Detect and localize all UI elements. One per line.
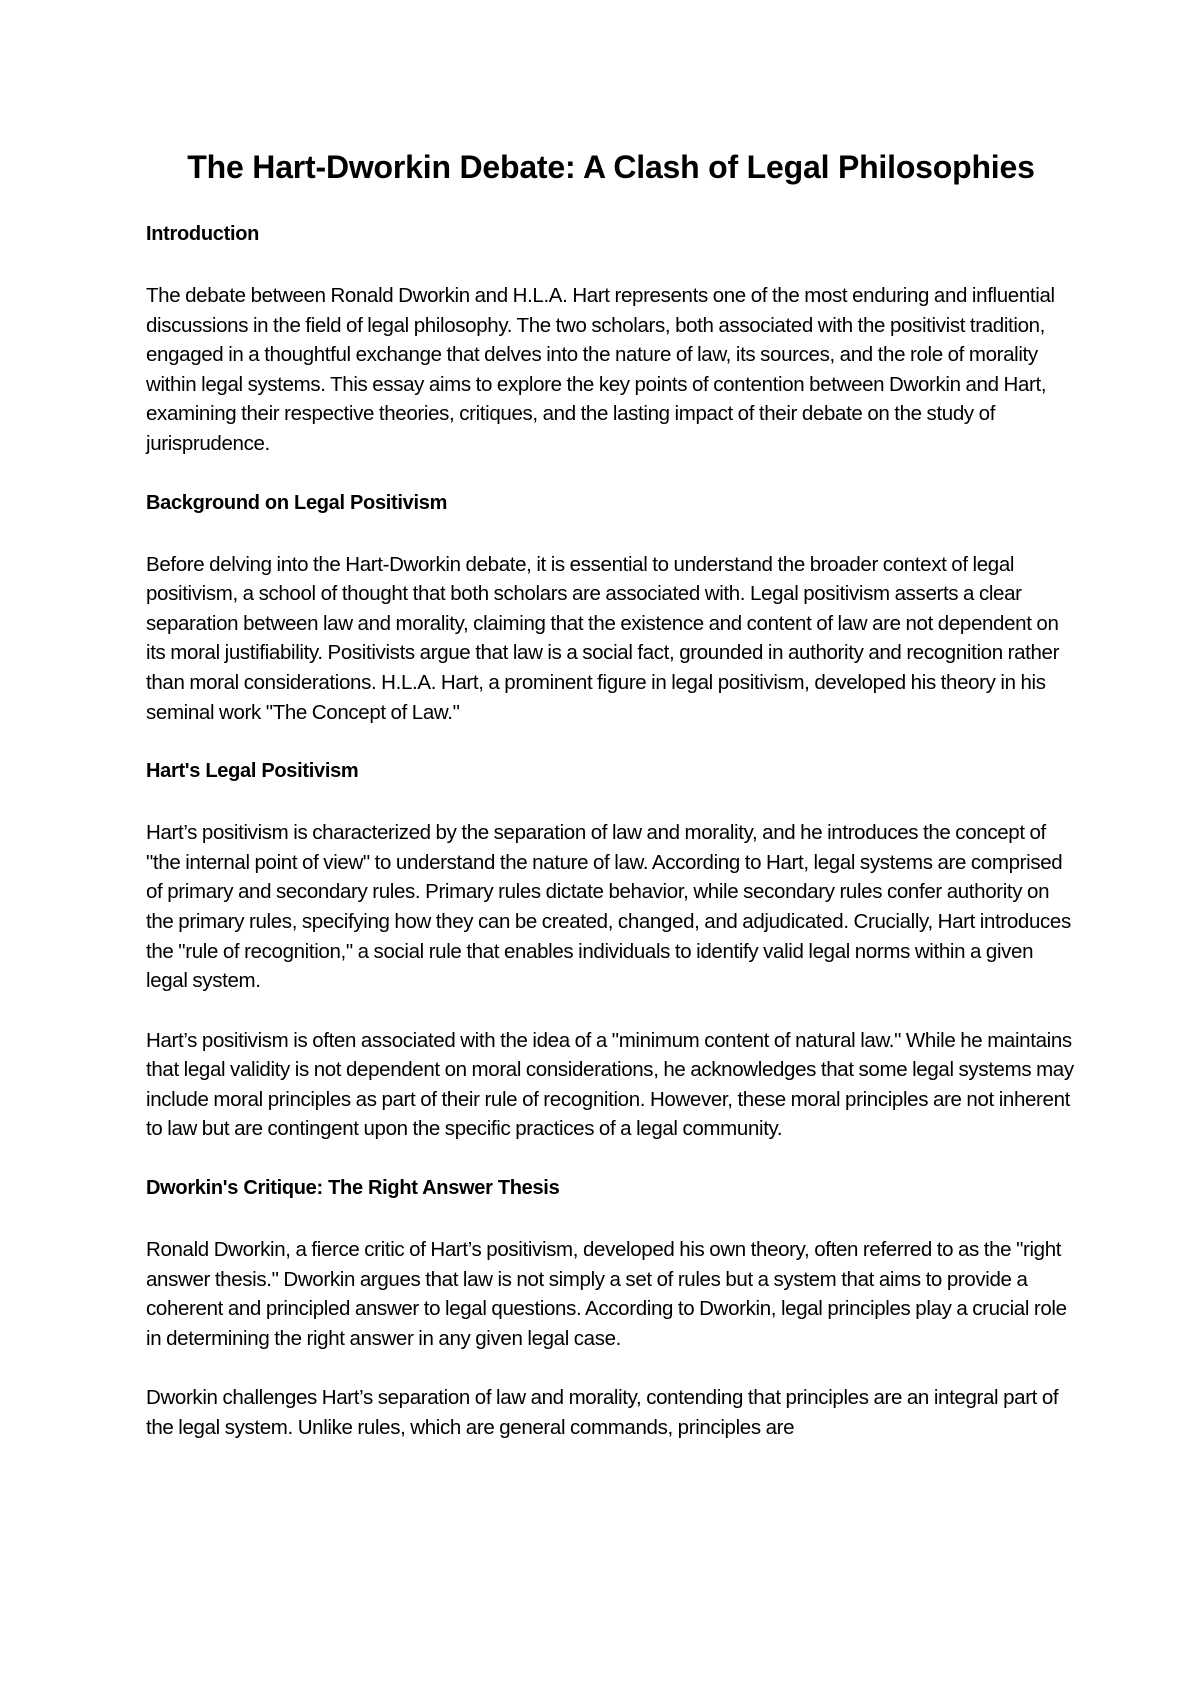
section-heading-background: Background on Legal Positivism (146, 491, 448, 514)
paragraph-harts-positivism-1: Hart’s positivism is characterized by the separation of law and morality, and he introduces the concept of "the internal point of view" to understand the nature of law. According to Hart, legal systems are comprised of primary and secondary rules. Primary rules dictate behavior, while secondary rules confer authority on the primary rules, specifying how they can be created, changed, and adjudicated. Crucially, Hart introduces the "rule of recognition," a social rule that enables individuals to identify valid legal norms within a given legal system. (146, 821, 1071, 993)
paragraph-background: Before delving into the Hart-Dworkin debate, it is essential to understand the broader context of legal positivism, a school of thought that both scholars are associated with. Legal positivism asserts a clear separation between law and morality, claiming that the existence and content of law are not dependent on its moral justifiability. Positivists argue that law is a social fact, grounded in authority and recognition rather than moral considerations. H.L.A. Hart, a prominent figure in legal positivism, developed his theory in his seminal work "The Concept of Law." (146, 552, 1060, 724)
section-heading-dworkins-critique: Dworkin's Critique: The Right Answer Thesis (146, 1177, 560, 1200)
section-heading-harts-positivism: Hart's Legal Positivism (146, 760, 359, 783)
paragraph-dworkins-critique-1: Ronald Dworkin, a fierce critic of Hart’s positivism, developed his own theory, often referred to as the "right answer thesis." Dworkin argues that law is not simply a set of rules but a system that aims to provide a coherent and principled answer to legal questions. According to Dworkin, legal principles play a crucial role in determining the right answer in any given legal case. (146, 1238, 1067, 1350)
paragraph-harts-positivism-2: Hart’s positivism is often associated with the idea of a "minimum content of natural law." While he maintains that legal validity is not dependent on moral considerations, he acknowledges that some legal systems may include moral principles as part of their rule of recognition. However, these moral principles are not inherent to law but are contingent upon the specific practices of a legal community. (146, 1028, 1074, 1141)
paragraph-dworkins-critique-2: Dworkin challenges Hart’s separation of law and morality, contending that principles are an integral part of the legal system. Unlike rules, which are general commands, principles are (146, 1386, 1059, 1440)
section-heading-introduction: Introduction (146, 223, 260, 245)
document-title: The Hart-Dworkin Debate: A Clash of Legal Philosophies (187, 149, 1035, 185)
document-body (146, 146, 1076, 1473)
paragraph-introduction: The debate between Ronald Dworkin and H.L.A. Hart represents one of the most enduring and influential discussions in the field of legal philosophy. The two scholars, both associated with the positivist tradition, engaged in a thoughtful exchange that delves into the nature of law, its sources, and the role of morality within legal systems. This essay aims to explore the key points of contention between Dworkin and Hart, examining their respective theories, critiques, and the lasting impact of their debate on the study of jurisprudence. (146, 284, 1055, 455)
